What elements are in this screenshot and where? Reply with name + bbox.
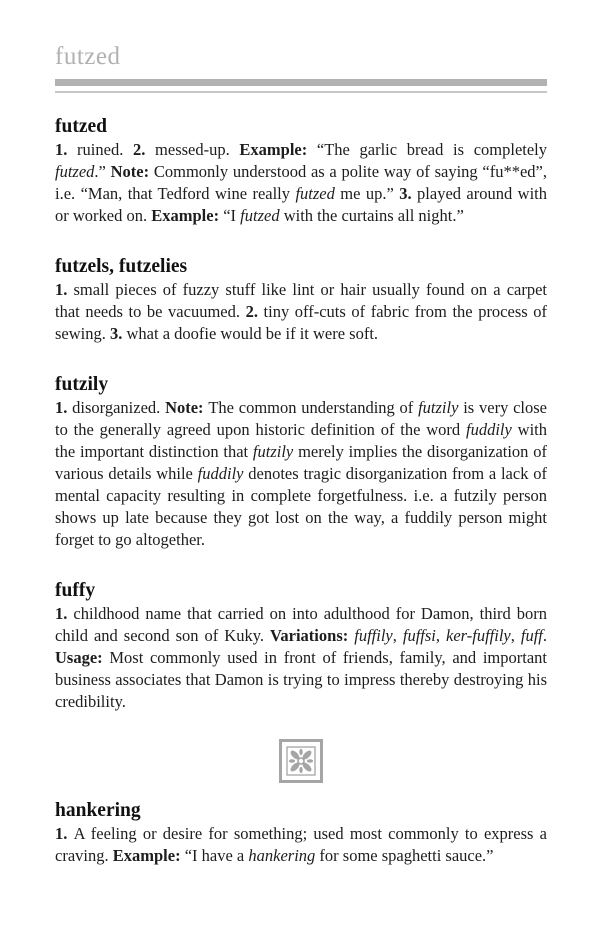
entry-definition: 1. small pieces of fuzzy stuff like lint or hair usually found on a carpet that needs to be vacuumed. 2. tiny off-cuts of fabric from the process of sewing. 3. what a doofie would be if it were soft. bbox=[55, 280, 548, 343]
fleuron-ornament-icon bbox=[279, 739, 323, 783]
entry-definition: 1. ruined. 2. messed-up. Example: “The garlic bread is completely futzed.” Note: Commonly understood as a polite way of saying “fu**ed”, i.e. “Man, that Tedford wine really futzed me up.” 3. played around with or worked on. Example: “I futzed with the curtains all night.” bbox=[55, 140, 548, 225]
entry-headword: fuffy bbox=[55, 580, 96, 601]
entry-futzels bbox=[55, 255, 547, 345]
entry-headword: futzed bbox=[55, 116, 107, 137]
header-rule-thin bbox=[55, 91, 547, 93]
entry-headword: hankering bbox=[55, 800, 141, 821]
entry-futzily bbox=[55, 373, 547, 551]
header-rule-thick bbox=[55, 79, 547, 86]
running-head: futzed bbox=[55, 43, 121, 70]
section-divider bbox=[55, 739, 547, 783]
entry-definition: 1. childhood name that carried on into adulthood for Damon, third born child and second son of Kuky. Variations: fuffily, fuffsi, ker-fuffily, fuff. Usage: Most commonly used in front of friends, family, and important business associates that Damon is trying to impress thereby destroying his credibility. bbox=[55, 604, 548, 711]
entry-definition: 1. A feeling or desire for something; used most commonly to express a craving. Example: “I have a hankering for some spaghetti sauce.” bbox=[55, 824, 547, 865]
entry-fuffy bbox=[55, 579, 547, 713]
entry-definition: 1. disorganized. Note: The common understanding of futzily is very close to the generally agreed upon historic definition of the word fuddily with the important distinction that futzily merely implies the disorganization of various details while fuddily denotes tragic disorganization from a lack of mental capacity resulting in complete forgetfulness. i.e. a futzily person shows up late because they got lost on the way, a fuddily person might forget to go altogether. bbox=[55, 398, 548, 549]
entry-headword: futzels, futzelies bbox=[55, 256, 188, 277]
entry-futzed bbox=[55, 115, 547, 227]
entry-headword: futzily bbox=[55, 374, 109, 395]
entry-hankering bbox=[55, 799, 547, 867]
